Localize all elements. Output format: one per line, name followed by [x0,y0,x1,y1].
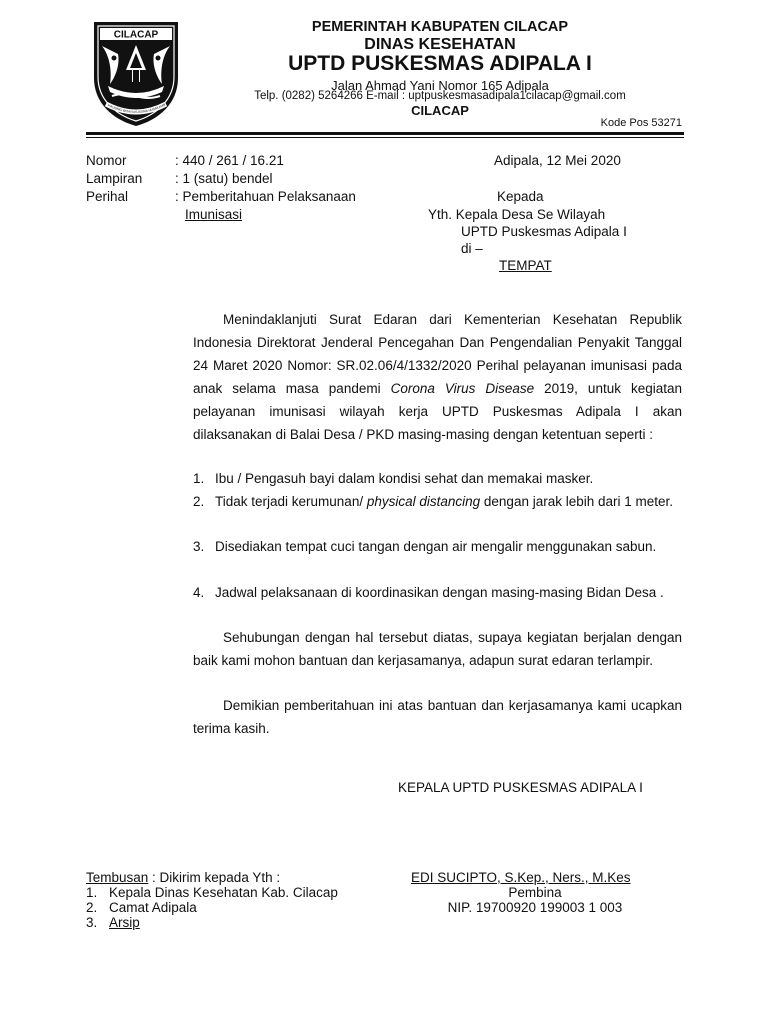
list-item: 2. Tidak terjadi kerumunan/ physical distancing dengan jarak lebih dari 1 meter. [193,494,674,509]
emblem-banner-text: CILACAP [113,29,159,41]
letterhead-government: PEMERINTAH KABUPATEN CILACAP [311,19,569,35]
recipient-yth: Yth. Kepala Desa Se Wilayah [428,207,606,222]
letterhead-institution: UPTD PUSKESMAS ADIPALA I [288,52,592,75]
list-item: 3. Disediakan tempat cuci tangan dengan air mengalir menggunakan sabun. [193,539,657,554]
letterhead-postal-code: Kode Pos 53271 [600,117,682,129]
letterhead-divider-thin [86,137,684,138]
signature-rank: Pembina [508,885,562,900]
letterhead-department: DINAS KESEHATAN [364,36,516,53]
letterhead-city: CILACAP [411,103,469,118]
cc-item: 2. Camat Adipala [86,900,197,915]
perihal-value: : Pemberitahuan Pelaksanaan [175,189,356,204]
letterhead-address: Jalan Ahmad Yani Nomor 165 Adipala [331,78,549,93]
recipient-kepada: Kepada [497,189,544,204]
lampiran-value: : 1 (satu) bendel [175,171,273,186]
perihal-value-line2: Imunisasi [185,207,243,222]
letterhead-contact: Telp. (0282) 5264266 E-mail : uptpuskesmasadipala1cilacap@gmail.com [254,90,626,102]
italic-term: Corona Virus Disease [390,381,535,396]
letterhead-divider-thick [86,132,684,135]
cc-item: 1. Kepala Dinas Kesehatan Kab. Cilacap [86,885,338,900]
body-paragraph-3: Demikian pemberitahuan ini atas bantuan dan kerjasamanya kami ucapkan terima kasih. [193,698,682,736]
recipient-org: UPTD Puskesmas Adipala I [461,224,627,239]
body-paragraph-2: Sehubungan dengan hal tersebut diatas, supaya kegiatan berjalan dengan baik kami mohon bantuan dan kerjasamanya, adapun surat edaran terlampir. [193,630,682,668]
letter-date: Adipala, 12 Mei 2020 [494,153,621,168]
recipient-tempat: TEMPAT [499,258,552,273]
nomor-value: : 440 / 261 / 16.21 [175,153,284,168]
emblem-motto-text: HAUNING WIJAYA KUSUMA NUSAKAMB [107,102,166,115]
cc-item: 3. Arsip [86,915,140,930]
cilacap-regency-emblem [90,20,182,128]
lampiran-label: Lampiran [86,171,143,186]
signature-nip: NIP. 19700920 199003 1 003 [447,900,623,915]
recipient-di: di – [461,241,483,256]
nomor-label: Nomor [86,153,127,168]
perihal-label: Perihal [86,189,129,204]
body-paragraph-1: Menindaklanjuti Surat Edaran dari Kementerian Kesehatan Republik Indonesia Direktorat Jenderal Pencegahan Dan Pengendalian Penyakit Tanggal 24 Maret 2020 Nomor: SR.02.06/4/1332/2020 Perihal pelayanan imunisasi pada anak selama masa pandemi Corona Virus Disease 2019, untuk kegiatan pelayanan imunisasi wilayah kerja UPTD Puskesmas Adipala I akan dilaksanakan di Balai Desa / PKD masing-masing dengan ketentuan seperti : [193,312,682,442]
signature-name: EDI SUCIPTO, S.Kep., Ners., M.Kes [411,870,631,885]
list-item: 1. Ibu / Pengasuh bayi dalam kondisi sehat dan memakai masker. [193,471,594,486]
list-item: 4. Jadwal pelaksanaan di koordinasikan dengan masing-masing Bidan Desa . [193,585,664,600]
cc-heading: Tembusan : Dikirim kepada Yth : [86,870,281,885]
signature-title: KEPALA UPTD PUSKESMAS ADIPALA I [398,780,643,795]
